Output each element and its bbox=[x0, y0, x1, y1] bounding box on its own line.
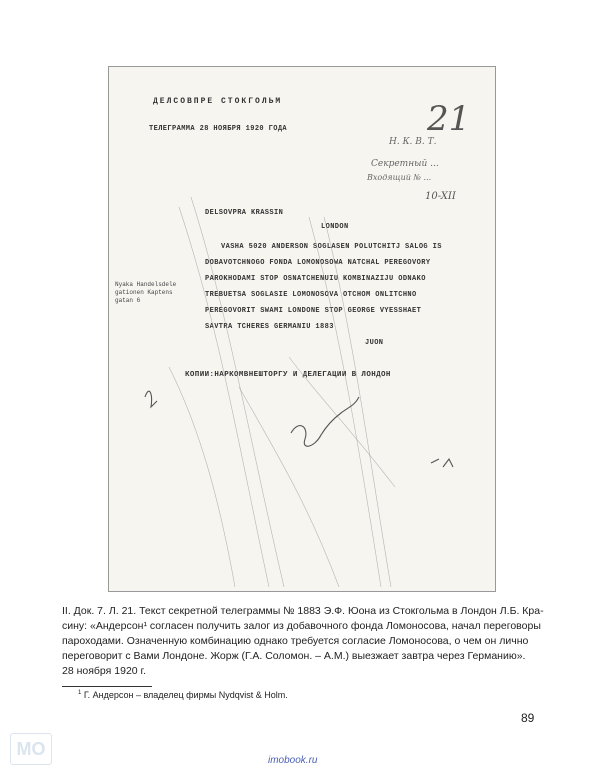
caption-line: 28 ноября 1920 г. bbox=[62, 665, 146, 677]
page-number: 89 bbox=[521, 711, 535, 725]
signature: JUON bbox=[365, 339, 384, 347]
footnote-text: Г. Андерсон – владелец фирмы Nydqvist & Holm. bbox=[83, 690, 288, 700]
footnote-rule bbox=[62, 686, 152, 687]
site-link[interactable]: imobook.ru bbox=[268, 755, 318, 766]
caption-line: переговорит с Вами Лондоне. Жорж (Г.А. Соломон. – А.М.) выезжает завтра через Германию». bbox=[62, 650, 526, 662]
body-line: PAROKHODAMI STOP OSNATCHENUIU KOMBINAZIJU ODNAKO bbox=[205, 275, 426, 283]
body-line: PEREGOVORIT SWAMI LONDONE STOP GEORGE VYESSHAET bbox=[205, 307, 422, 315]
handwritten-scribbles bbox=[109, 67, 495, 591]
side-note: Nyaka Handelsdele gationen Kaptens gatan 6 bbox=[115, 281, 177, 304]
stamp-secret: Секретный ... bbox=[371, 159, 439, 169]
footnote bbox=[78, 690, 288, 700]
city: LONDON bbox=[321, 223, 349, 231]
watermark-logo: МО bbox=[10, 733, 52, 765]
telegram-header: ДЕЛСОВПРЕ СТОКГОЛЬМ bbox=[153, 97, 283, 106]
scanned-telegram bbox=[108, 66, 496, 592]
hand-date: 10-XII bbox=[425, 191, 456, 202]
stamp-incoming: Входящий № ... bbox=[367, 173, 432, 182]
body-line: VASHA 5020 ANDERSON SOGLASEN POLUTCHITJ SALOG IS bbox=[221, 243, 442, 251]
caption-line: II. Док. 7. Л. 21. Текст секретной телеграммы № 1883 Э.Ф. Юона из Стокгольма в Лондон Л.Б. Кра- bbox=[62, 605, 544, 617]
hand-number: 21 bbox=[427, 99, 471, 139]
caption-line: сину: «Андерсон¹ согласен получить залог из добавочного фонда Ломоносова, начал переговоры bbox=[62, 620, 541, 632]
body-line: DOBAVOTCHNOGO FONDA LOMONOSOWA NATCHAL PEREGOVORY bbox=[205, 259, 431, 267]
stamp-nkvt: Н. К. В. Т. bbox=[389, 137, 437, 147]
addressee: DELSOVPRA KRASSIN bbox=[205, 209, 284, 217]
copies-line: КОПИИ:НАРКОМВНЕШТОРГУ И ДЕЛЕГАЦИИ В ЛОНДОН bbox=[185, 371, 391, 379]
figure-caption bbox=[62, 604, 546, 679]
footnote-marker: 1 bbox=[78, 690, 82, 696]
telegram-date-line: ТЕЛЕГРАММА 28 НОЯБРЯ 1920 ГОДА bbox=[149, 125, 288, 133]
body-line: TREBUETSA SOGLASIE LOMONOSOVA OTCHOM ONLITCHNO bbox=[205, 291, 417, 299]
caption-line: пароходами. Означенную комбинацию однако требуется согласие Ломоносова, о чем он лично bbox=[62, 635, 529, 647]
body-line: SAVTRA TCHERES GERMANIU 1883 bbox=[205, 323, 334, 331]
